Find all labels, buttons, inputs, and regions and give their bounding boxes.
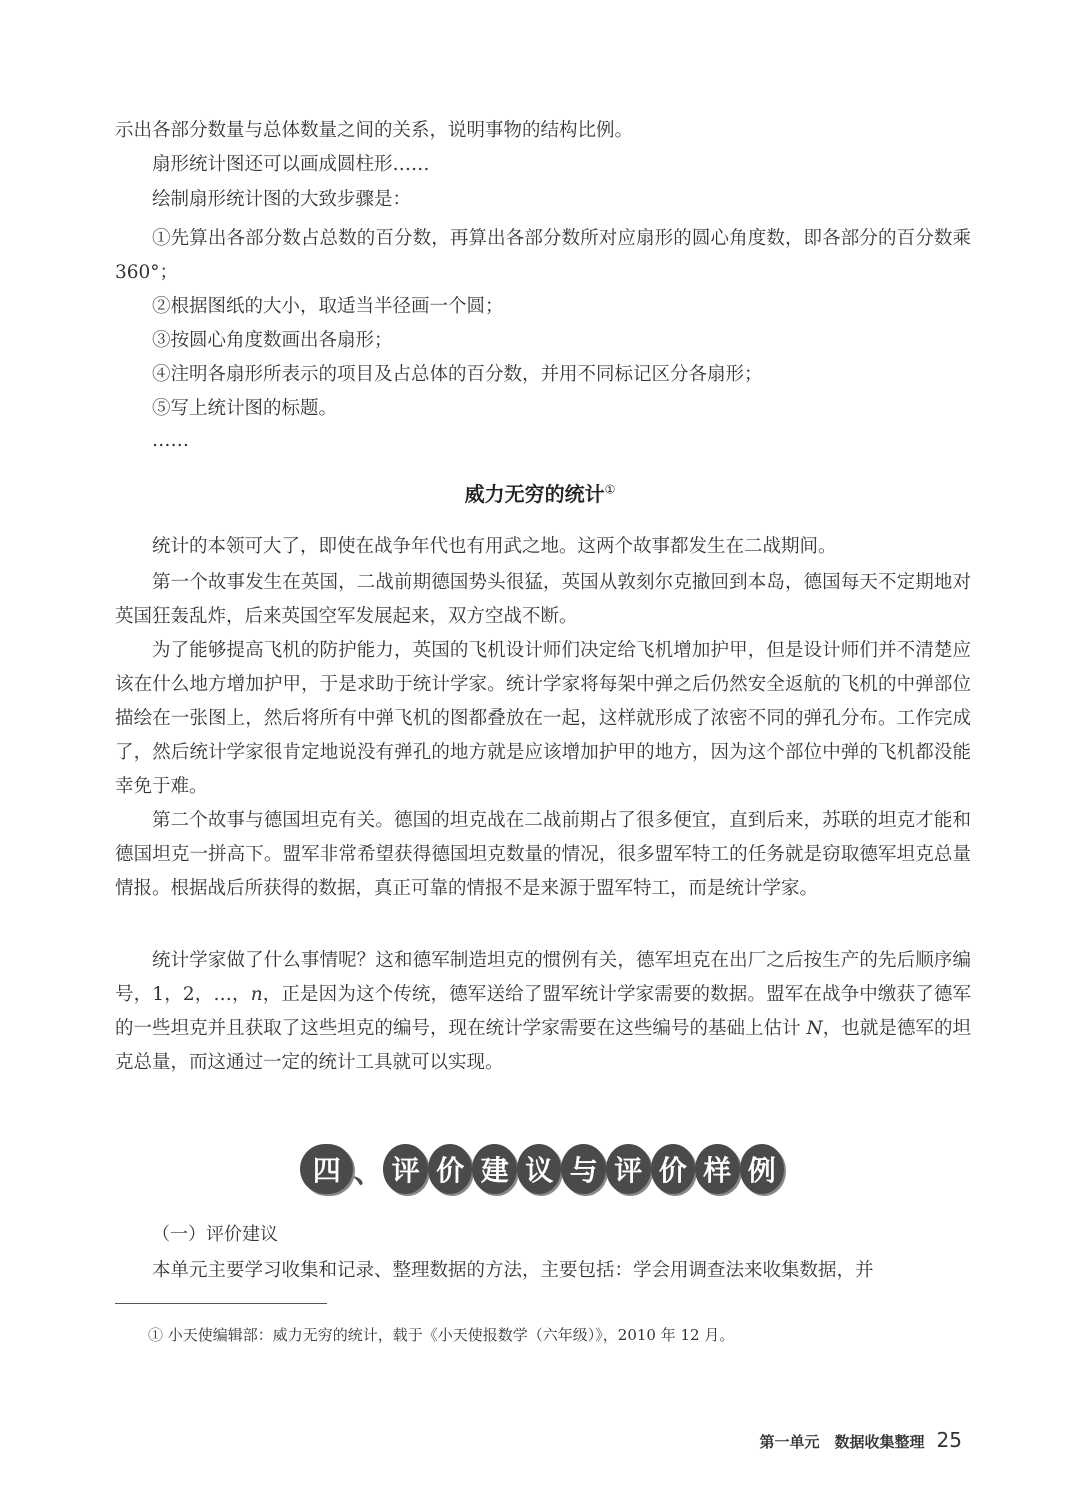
step-2: ②根据图纸的大小，取适当半径画一个圆； [152, 296, 504, 317]
article-paragraph-2: 第一个故事发生在英国，二战前期德国势头很猛，英国从敦刻尔克撤回到本岛，德国每天不定期地对英国狂轰乱炸，后来英国空军发展起来，双方空战不断。 [115, 572, 971, 627]
banner-char: 价 [651, 1144, 696, 1194]
step-4: ④注明各扇形所表示的项目及占总体的百分数，并用不同标记区分各扇形； [152, 364, 763, 385]
footer-unit-title: 第一单元 数据收集整理 [759, 1433, 925, 1451]
banner-char: 建 [472, 1144, 517, 1194]
banner-char: 价 [428, 1144, 473, 1194]
section-banner [300, 1138, 784, 1200]
ellipsis: …… [152, 430, 189, 451]
variable-N: N [806, 1018, 823, 1039]
p5-part-b: ，正是因为这个传统，德军送给了盟军统计学家需要的数据。盟军在战争中缴获了德军的一些坦克并且获取了这些坦克的编号，现在统计学家需要在这些编号的基础上估计 [115, 984, 971, 1039]
p5-part-a: 统计学家做了什么事情呢？这和德军制造坦克的惯例有关，德军坦克在出厂之后按生产的先后顺序编号，1，2，…， [115, 950, 971, 1005]
article-paragraph-3: 为了能够提高飞机的防护能力，英国的飞机设计师们决定给飞机增加护甲，但是设计师们并不清楚应该在什么地方增加护甲，于是求助于统计学家。统计学家将每架中弹之后仍然安全返航的飞机的中弹部位描绘在一张图上，然后将所有中弹飞机的图都叠放在一起，这样就形成了浓密不同的弹孔分布。工作完成了，然后统计学家很肯定地说没有弹孔的地方就是应该增加护甲的地方，因为这个部位中弹的飞机都没能幸免于难。 [115, 640, 971, 797]
banner-char: 四 [300, 1144, 353, 1194]
section-paragraph-1: 本单元主要学习收集和记录、整理数据的方法，主要包括：学会用调查法来收集数据，并 [152, 1260, 874, 1281]
step-1: ①先算出各部分数占总数的百分数，再算出各部分数所对应扇形的圆心角度数，即各部分的百分数乘 360°； [115, 228, 971, 283]
banner-char: 评 [383, 1144, 428, 1194]
banner-char: 样 [695, 1144, 740, 1194]
variable-n: n [250, 984, 263, 1005]
banner-char: 议 [517, 1144, 562, 1194]
banner-char: 、 [353, 1155, 384, 1190]
subsection-title: （一）评价建议 [152, 1224, 278, 1245]
footnote-marker: ① [604, 482, 616, 497]
banner-char: 与 [561, 1144, 606, 1194]
step-3: ③按圆心角度数画出各扇形； [152, 330, 393, 351]
article-title-text: 威力无穷的统计 [464, 482, 605, 506]
page-footer [760, 1428, 962, 1452]
article-paragraph-5 [115, 944, 971, 1080]
page-number: 25 [936, 1428, 962, 1452]
banner-char: 评 [606, 1144, 651, 1194]
paragraph-intro: 示出各部分数量与总体数量之间的关系，说明事物的结构比例。 [115, 120, 634, 141]
article-paragraph-4: 第二个故事与德国坦克有关。德国的坦克战在二战前期占了很多便宜，直到后来，苏联的坦克才能和德国坦克一拼高下。盟军非常希望获得德国坦克数量的情况，很多盟军特工的任务就是窃取德军坦克总量情报。根据战后所获得的数据，真正可靠的情报不是来源于盟军特工，而是统计学家。 [115, 810, 971, 899]
p5-part-c: ，也就是德军的坦克总量，而这通过一定的统计工具就可以实现。 [115, 1018, 971, 1073]
banner-char: 例 [740, 1144, 785, 1194]
paragraph-steps-heading: 绘制扇形统计图的大致步骤是： [152, 189, 412, 210]
step-5: ⑤写上统计图的标题。 [152, 398, 338, 419]
article-paragraph-1: 统计的本领可大了，即使在战争年代也有用武之地。这两个故事都发生在二战期间。 [152, 536, 837, 557]
footnote-divider [115, 1303, 327, 1304]
footnote: ① 小天使编辑部：威力无穷的统计，载于《小天使报数学（六年级）》，2010 年 12 月。 [148, 1326, 735, 1344]
paragraph-cylinder: 扇形统计图还可以画成圆柱形…… [152, 154, 430, 175]
article-title [0, 478, 1080, 507]
